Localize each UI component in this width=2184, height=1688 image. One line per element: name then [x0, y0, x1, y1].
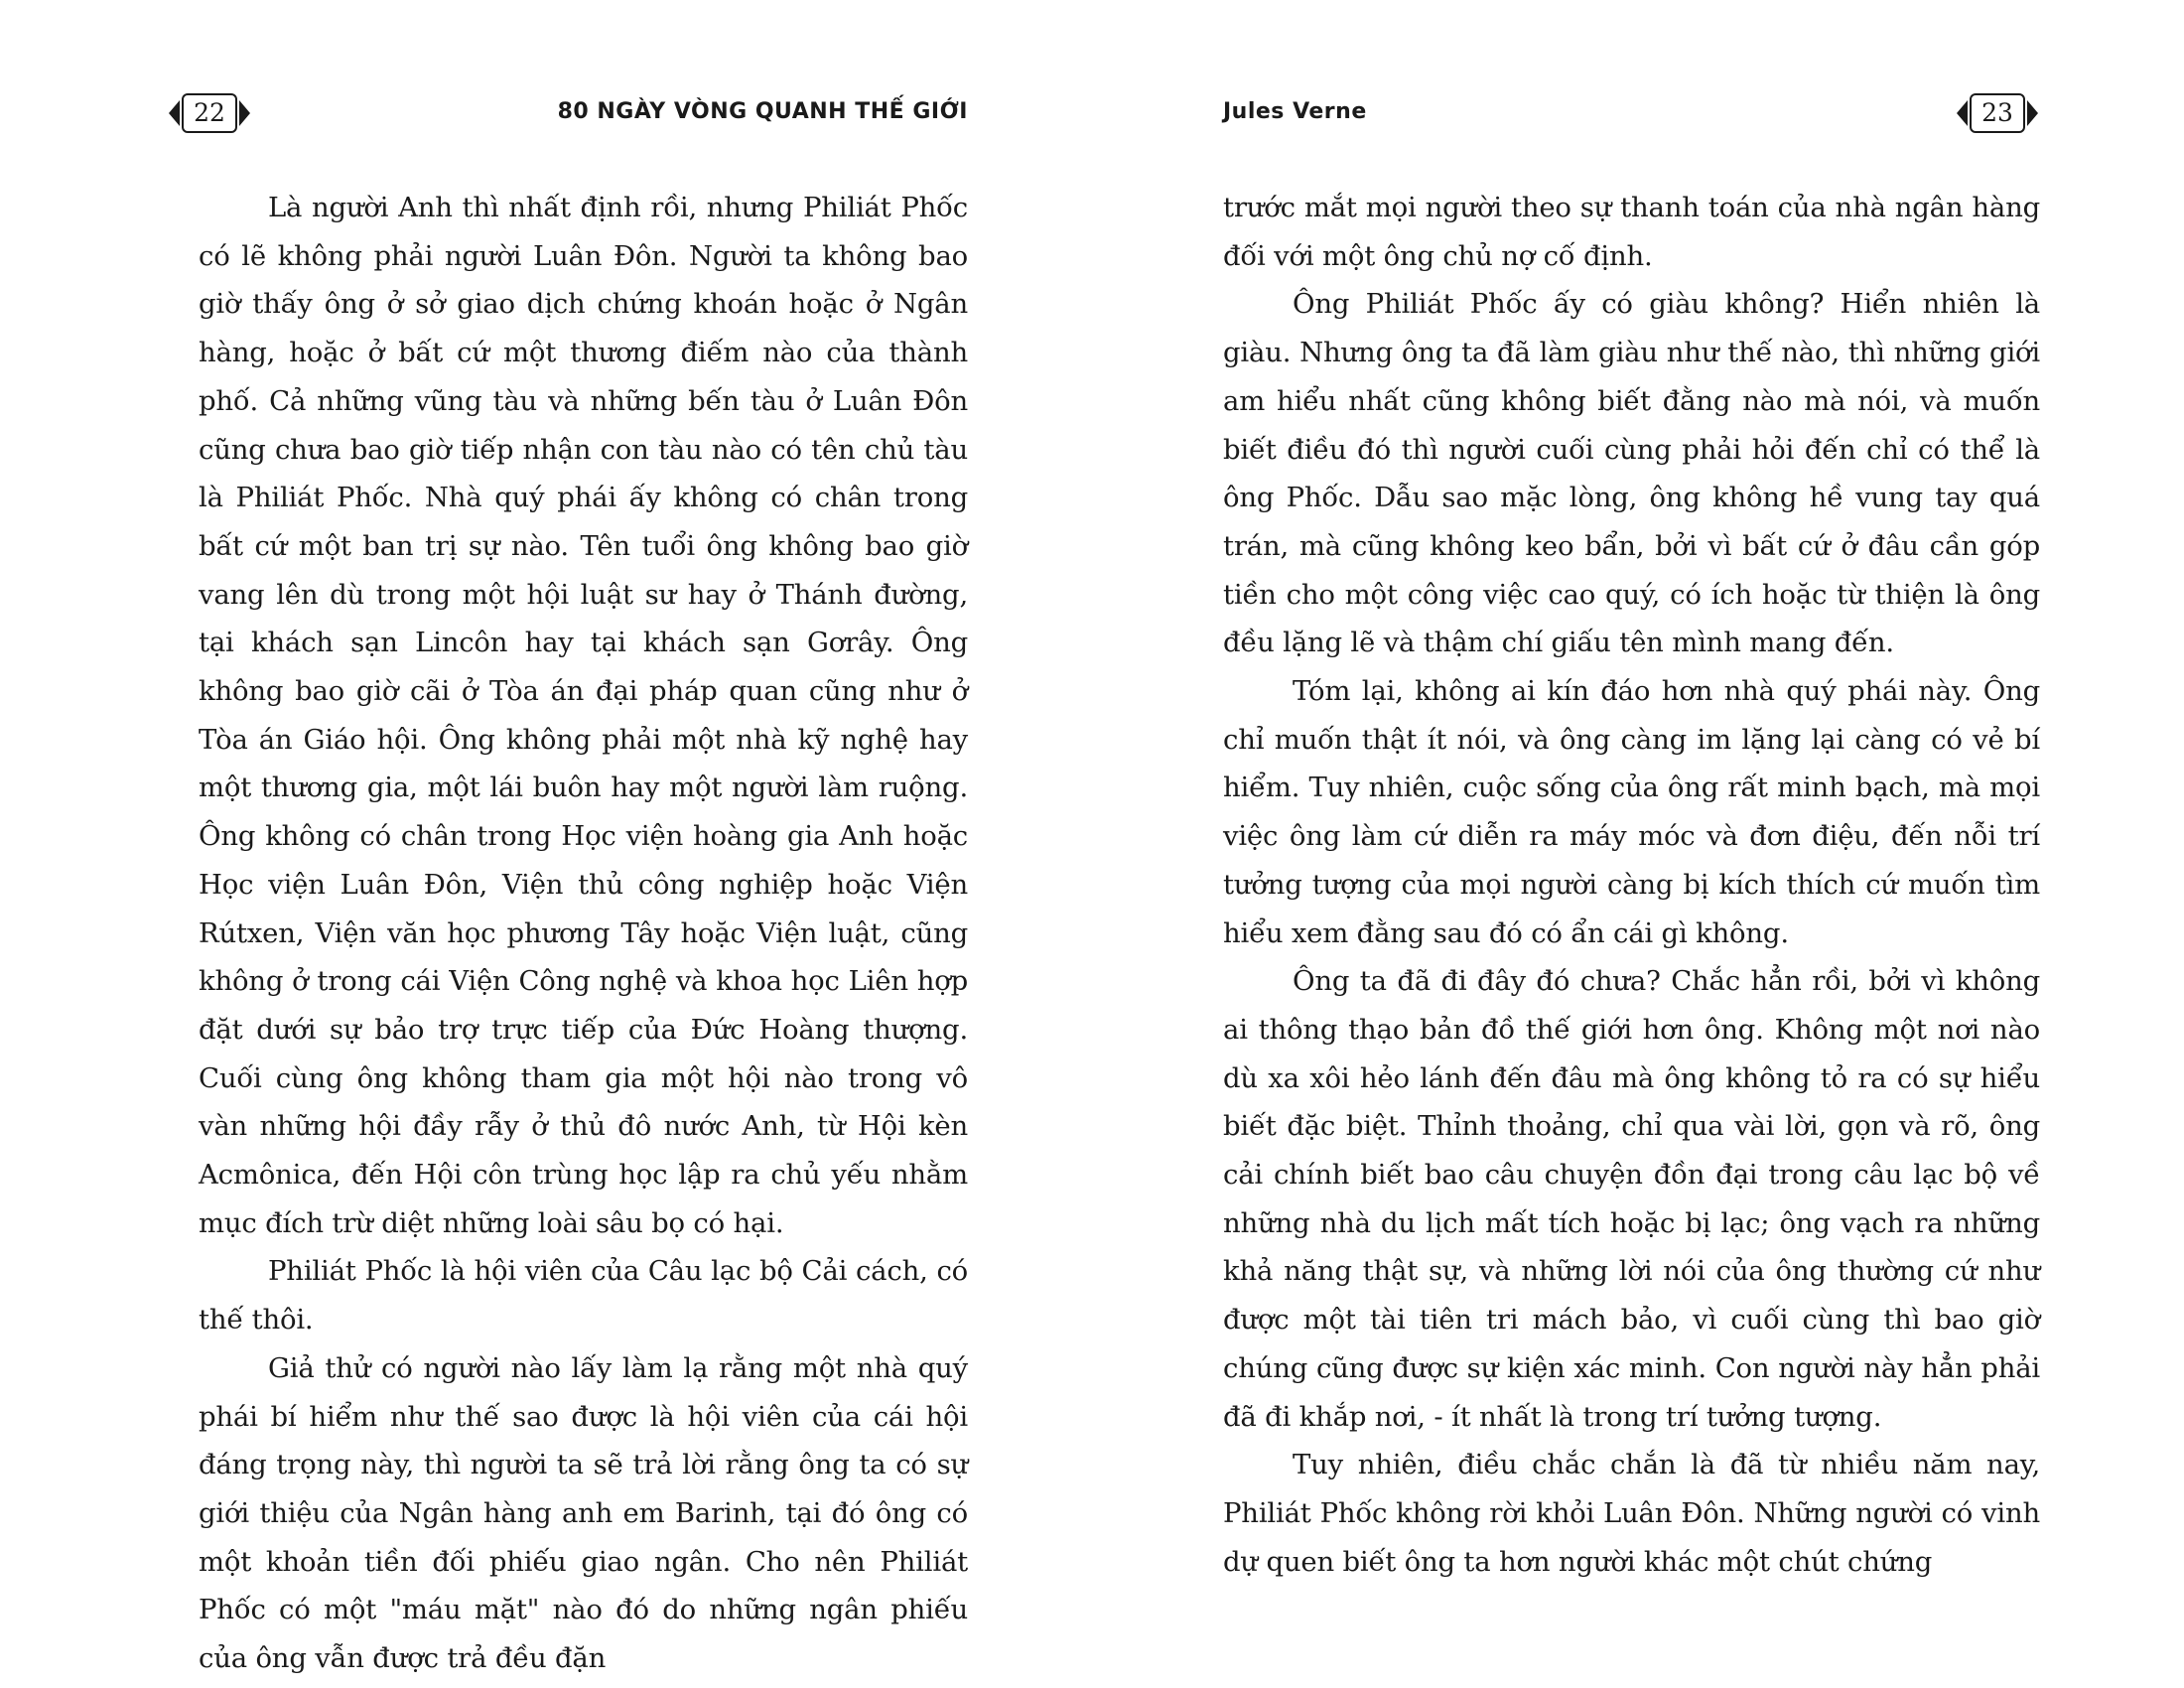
left-page-body: [199, 184, 968, 1683]
page-number-left: [169, 92, 250, 134]
page-number-box: 22: [182, 93, 237, 133]
paragraph: Tóm lại, không ai kín đáo hơn nhà quý phái này. Ông chỉ muốn thật ít nói, và ông càng im lặng lại càng có vẻ bí hiểm. Tuy nhiên, cuộc sống của ông rất minh bạch, mà mọi việc ông làm cứ diễn ra máy móc và đơn điệu, đến nỗi trí tưởng tượng của mọi người càng bị kích thích cứ muốn tìm hiểu xem đằng sau đó có ẩn cái gì không.: [1223, 675, 2040, 949]
page-number-box: 23: [1970, 93, 2025, 133]
running-head-author: Jules Verne: [1223, 99, 1367, 124]
paragraph: Ông Philiát Phốc ấy có giàu không? Hiển nhiên là giàu. Nhưng ông ta đã làm giàu như thế nào, thì những giới am hiểu nhất cũng không biết đằng nào mà nói, và muốn biết điều đó thì người cuối cùng phải hỏi đến chỉ có thể là ông Phốc. Dẫu sao mặc lòng, ông không hề vung tay quá trán, mà cũng không keo bẩn, bởi vì bất cứ ở đâu cần góp tiền cho một công việc cao quý, có ích hoặc từ thiện là ông đều lặng lẽ và thậm chí giấu tên mình mang đến.: [1223, 288, 2040, 659]
paragraph-continued: trước mắt mọi người theo sự thanh toán của nhà ngân hàng đối với một ông chủ nợ cố định.: [1223, 192, 2040, 272]
right-page: [1092, 0, 2184, 1688]
paragraph: Ông ta đã đi đây đó chưa? Chắc hẳn rồi, bởi vì không ai thông thạo bản đồ thế giới hơn ông. Không một nơi nào dù xa xôi hẻo lánh đến đâu mà ông không tỏ ra có sự hiểu biết đặc biệt. Thỉnh thoảng, chỉ qua vài lời, gọn và rõ, ông cải chính biết bao câu chuyện đồn đại trong câu lạc bộ về những nhà du lịch mất tích hoặc bị lạc; ông vạch ra những khả năng thật sự, và những lời nói của ông thường cứ như được một tài tiên tri mách bảo, vì cuối cùng thì bao giờ chúng cũng được sự kiện xác minh. Con người này hẳn phải đã đi khắp nơi, - ít nhất là trong trí tưởng tượng.: [1223, 965, 2040, 1433]
triangle-right-icon: [239, 100, 250, 126]
paragraph: Tuy nhiên, điều chắc chắn là đã từ nhiều năm nay, Philiát Phốc không rời khỏi Luân Đôn. Những người có vinh dự quen biết ông ta hơn người khác một chút chứng: [1223, 1449, 2040, 1578]
right-page-body: [1223, 184, 2040, 1586]
page-number-right: [1957, 92, 2038, 134]
triangle-right-icon: [2027, 100, 2038, 126]
paragraph: Giả thử có người nào lấy làm lạ rằng một nhà quý phái bí hiểm như thế sao được là hội viên của cái hội đáng trọng này, thì người ta sẽ trả lời rằng ông ta có sự giới thiệu của Ngân hàng anh em Barinh, tại đó ông có một khoản tiền đối phiếu giao ngân. Cho nên Philiát Phốc có một "máu mặt" nào đó do những ngân phiếu của ông vẫn được trả đều đặn: [199, 1351, 968, 1675]
running-head-book-title: 80 NGÀY VÒNG QUANH THẾ GIỚI: [557, 99, 968, 124]
triangle-left-icon: [1957, 100, 1968, 126]
paragraph: Philiát Phốc là hội viên của Câu lạc bộ Cải cách, có thế thôi.: [199, 1255, 968, 1336]
paragraph: Là người Anh thì nhất định rồi, nhưng Philiát Phốc có lẽ không phải người Luân Đôn. Người ta không bao giờ thấy ông ở sở giao dịch chứng khoán hoặc ở Ngân hàng, hoặc ở bất cứ một thương điếm nào của thành phố. Cả những vũng tàu và những bến tàu ở Luân Đôn cũng chưa bao giờ tiếp nhận con tàu nào có tên chủ tàu là Philiát Phốc. Nhà quý phái ấy không có chân trong bất cứ một ban trị sự nào. Tên tuổi ông không bao giờ vang lên dù trong một hội luật sư hay ở Thánh đường, tại khách sạn Lincôn hay tại khách sạn Gơrây. Ông không bao giờ cãi ở Tòa án đại pháp quan cũng như ở Tòa án Giáo hội. Ông không phải một nhà kỹ nghệ hay một thương gia, một lái buôn hay một người làm ruộng. Ông không có chân trong Học viện hoàng gia Anh hoặc Học viện Luân Đôn, Viện thủ công nghiệp hoặc Viện Rútxen, Viện văn học phương Tây hoặc Viện luật, cũng không ở trong cái Viện Công nghệ và khoa học Liên hợp đặt dưới sự bảo trợ trực tiếp của Đức Hoàng thượng. Cuối cùng ông không tham gia một hội nào trong vô vàn những hội đầy rẫy ở thủ đô nước Anh, từ Hội kèn Acmônica, đến Hội côn trùng học lập ra chủ yếu nhằm mục đích trừ diệt những loài sâu bọ có hại.: [199, 192, 968, 1239]
triangle-left-icon: [169, 100, 180, 126]
